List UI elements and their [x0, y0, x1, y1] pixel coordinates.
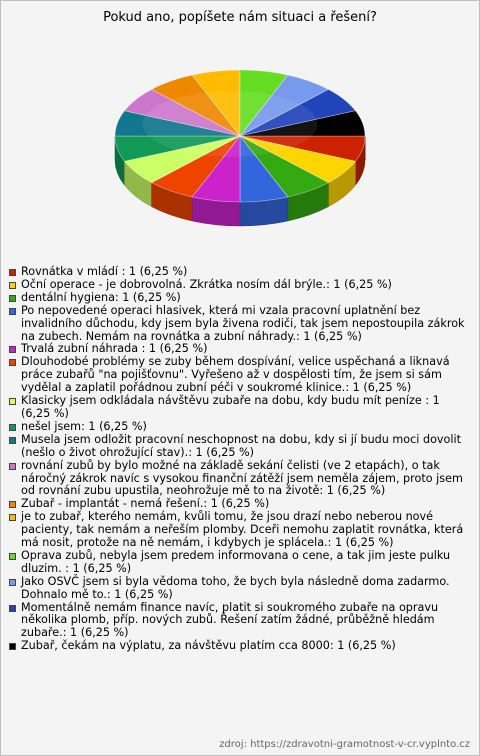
legend-label: Po nepovedené operaci hlasivek, která mi vzala pracovní uplatnění bez invalidního důchodu, kdy jsem byla živena rodiči, tak jsem nepostoupila zákrok na zubech. Nemám na rovnátka a zubní náhrady.: 1 (6,25 %)	[21, 303, 465, 343]
legend-swatch	[9, 359, 16, 366]
legend-label: Klasicky jsem odkládala návštěvu zubaře na dobu, kdy budu mít peníze : 1 (6,25 %)	[21, 394, 440, 420]
legend-label: Zubař, čekám na výplatu, za návštěvu platím cca 8000: 1 (6,25 %)	[21, 639, 396, 653]
legend-item	[9, 395, 471, 421]
legend-swatch	[9, 424, 16, 431]
legend-swatch	[9, 398, 16, 405]
legend-item	[9, 305, 471, 344]
legend-swatch	[9, 579, 16, 586]
legend-item	[9, 576, 471, 602]
legend-swatch	[9, 295, 16, 302]
chart-title: Pokud ano, popíšete nám situaci a řešení?	[103, 10, 377, 25]
legend-label: Rovnátka v mládí : 1 (6,25 %)	[21, 265, 188, 278]
legend-swatch	[9, 346, 16, 353]
legend-swatch	[9, 463, 16, 470]
legend-item	[9, 550, 471, 576]
legend-label: rovnání zubů by bylo možné na základě sekání čelisti (ve 2 etapách), o tak náročný zákrok navíc s vysokou finanční zátěží jsem neměla zájem, proto jsem od rovnání zubu upustila, neohrožuje mě to na životě: 1 (6,25 %)	[21, 458, 463, 498]
legend-label: dentální hygiena: 1 (6,25 %)	[21, 290, 181, 304]
legend-item	[9, 356, 471, 395]
chart-legend	[9, 266, 471, 653]
legend-label: Trvalá zubní náhrada : 1 (6,25 %)	[21, 342, 208, 356]
legend-item	[9, 511, 471, 550]
legend-label: Oční operace - je dobrovolná. Zkrátka nosím dál brýle.: 1 (6,25 %)	[21, 277, 392, 291]
legend-label: Jako OSVČ jsem si byla vědoma toho, že bych byla následně doma zadarmo. Dohnalo mě to.: 1 (6,25 %)	[21, 574, 450, 601]
legend-label: je to zubař, kterého nemám, kvůli tomu, že jsou drazí nebo neberou nové pacienty, tak nemám a neřeším plomby. Dceři nemohu zaplatit rovnátka, která má nosit, protože na ně nemám, i kdybych je splácela.: 1 (6,25 %)	[21, 510, 464, 550]
legend-item	[9, 640, 471, 653]
legend-label: Zubař - implantát - nemá řešení.: 1 (6,25 %)	[21, 497, 270, 511]
legend-swatch	[9, 514, 16, 521]
legend-label: Dlouhodobé problémy se zuby během dospívání, velice uspěchaná a liknavá práce zubařů "na pojišťovnu". Vyřešeno až v dospělosti tím, že jsem si sám vydělal a zaplatil pořádnou zubní péči v soukromé klinice.: 1 (6,25 %)	[21, 355, 450, 395]
legend-label: Momentálně nemám finance navíc, platit si soukromého zubaře na opravu několika plomb, příp. nových zubů. Řešení zatím žádné, průběžně hledám zubaře.: 1 (6,25 %)	[21, 600, 439, 640]
legend-swatch	[9, 553, 16, 560]
legend-item	[9, 460, 471, 499]
pie-chart	[0, 30, 480, 260]
legend-swatch	[9, 605, 16, 612]
legend-swatch	[9, 643, 16, 650]
legend-item	[9, 602, 471, 641]
legend-label: Oprava zubů, nebyla jsem predem informovana o cene, a tak jim jeste pulku dluzim. : 1 (6,25 %)	[21, 548, 451, 575]
legend-swatch	[9, 437, 16, 444]
pie-highlight	[143, 91, 318, 157]
source-note: zdroj: https://zdravotni-gramotnost-v-cr.vyplnto.cz	[219, 739, 470, 750]
legend-label: nešel jsem: 1 (6,25 %)	[21, 419, 147, 433]
legend-swatch	[9, 308, 16, 315]
legend-swatch	[9, 501, 16, 508]
legend-label: Musela jsem odložit pracovní neschopnost na dobu, kdy si jí budu moci dovolit (nešlo o život ohrožující stav).: 1 (6,25 %)	[21, 432, 461, 459]
legend-item	[9, 434, 471, 460]
legend-swatch	[9, 282, 16, 289]
legend-swatch	[9, 269, 16, 276]
